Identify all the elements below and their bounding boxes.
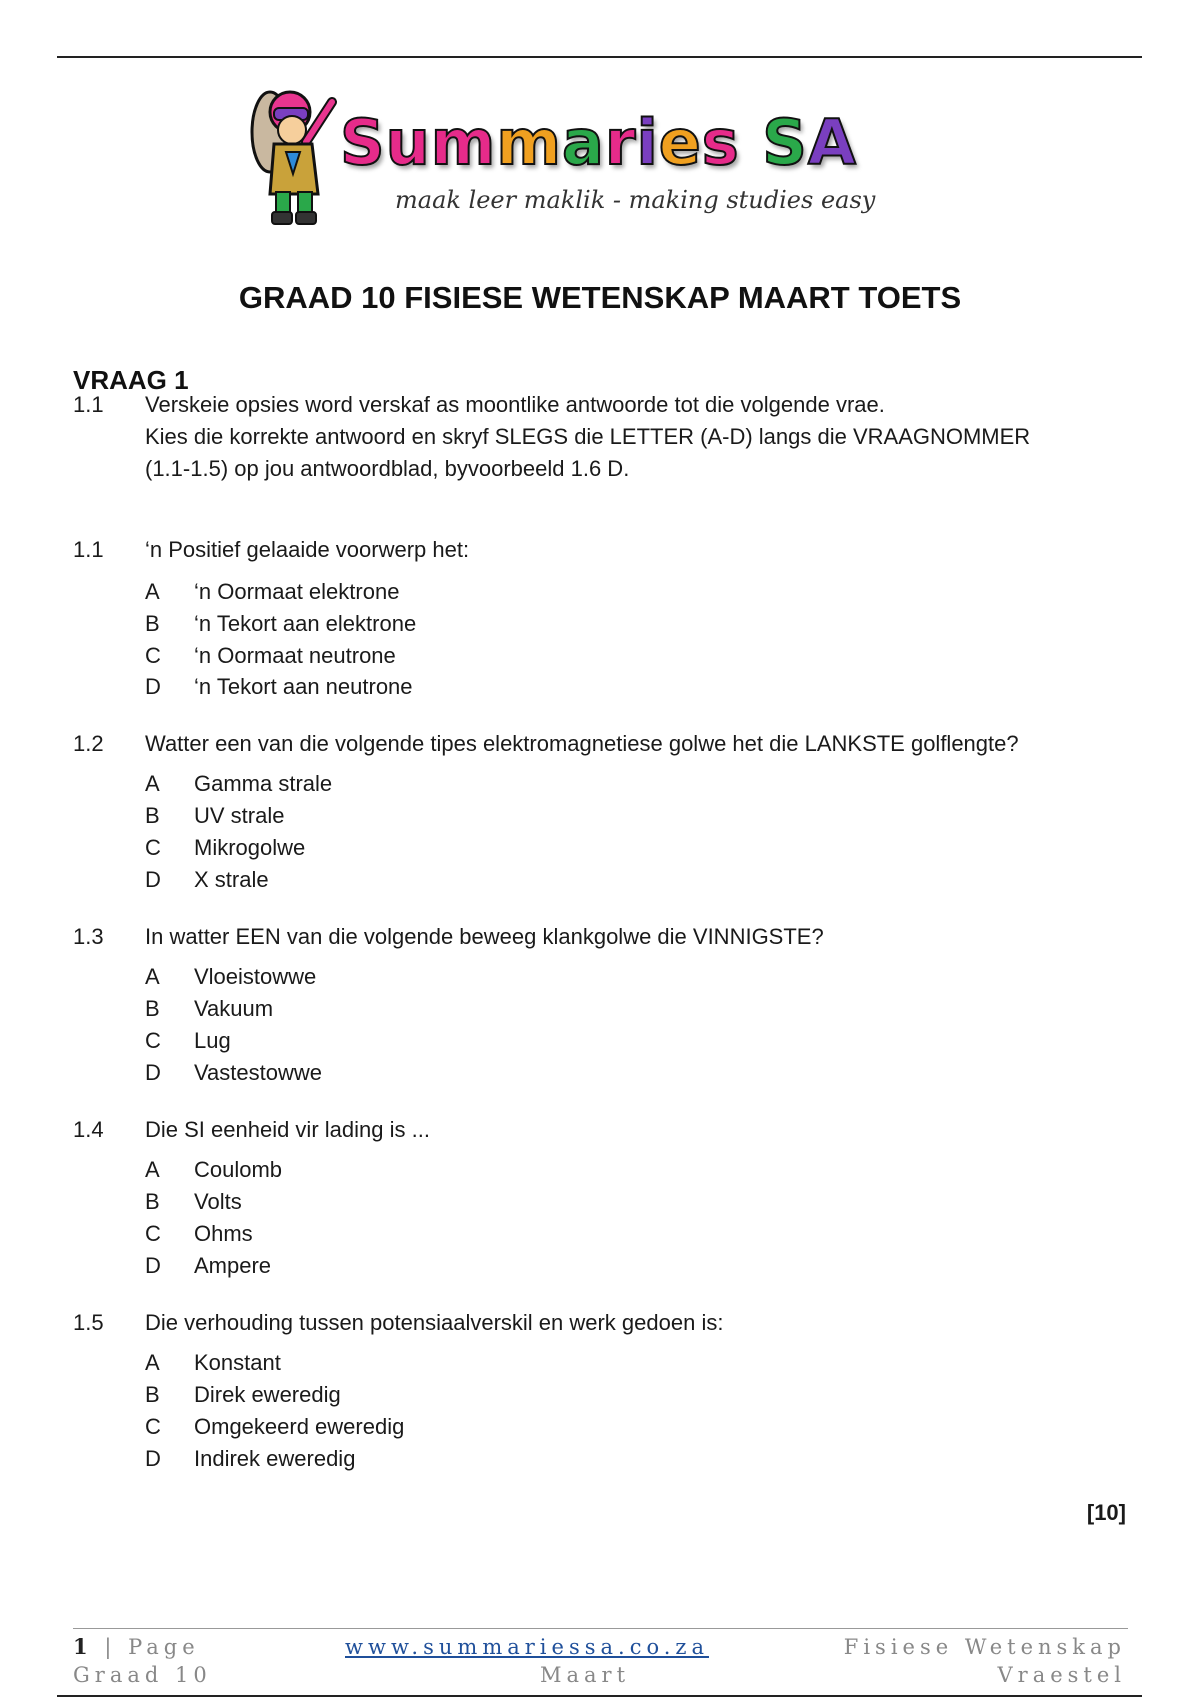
option-letter: B: [145, 996, 160, 1021]
logo-letter: S: [762, 106, 808, 179]
instruction-number: 1.1: [73, 392, 104, 417]
logo-letter: m: [496, 106, 563, 179]
option-text: Mikrogolwe: [194, 835, 306, 860]
page-title: GRAAD 10 FISIESE WETENSKAP MAART TOETS: [238, 280, 962, 315]
option-text: Indirek eweredig: [194, 1446, 356, 1471]
logo-letter: s: [701, 106, 740, 179]
option-text: Omgekeerd eweredig: [194, 1414, 405, 1439]
logo-wordmark: [340, 106, 857, 179]
footer-paper: Vraestel: [997, 1663, 1126, 1687]
option-letter: B: [145, 611, 160, 636]
option-letter: A: [145, 964, 160, 989]
option-letter: B: [145, 803, 160, 828]
option-text: Vloeistowwe: [194, 964, 317, 989]
option-letter: A: [145, 1350, 160, 1375]
total-marks: [10]: [1086, 1500, 1126, 1525]
question-text: ‘n Positief gelaaide voorwerp het:: [145, 537, 470, 562]
option-text: ‘n Tekort aan elektrone: [194, 611, 417, 636]
question-number: 1.1: [73, 537, 104, 562]
question-text: Watter een van die volgende tipes elektromagnetiese golwe het die LANKSTE golflengte?: [145, 731, 1019, 756]
footer-grade: Graad 10: [73, 1663, 212, 1687]
option-text: ‘n Oormaat neutrone: [194, 643, 396, 668]
option-text: Vastestowwe: [194, 1060, 322, 1085]
option-text: UV strale: [194, 803, 285, 828]
logo-tagline: maak leer maklik - making studies easy: [395, 186, 876, 214]
section-heading: VRAAG 1: [73, 365, 189, 395]
option-letter: B: [145, 1189, 160, 1214]
option-letter: C: [145, 835, 161, 860]
option-text: ‘n Tekort aan neutrone: [194, 674, 413, 699]
option-letter: D: [145, 1446, 161, 1471]
footer-subject: Fisiese Wetenskap: [843, 1635, 1126, 1659]
footer-month: Maart: [539, 1663, 631, 1687]
option-letter: C: [145, 1414, 161, 1439]
logo-letter: A: [807, 106, 857, 179]
option-text: Gamma strale: [194, 771, 333, 796]
logo-letter: [740, 112, 763, 174]
logo-letter: r: [604, 106, 637, 179]
option-letter: B: [145, 1382, 160, 1407]
logo-letter: i: [636, 106, 659, 179]
question-number: 1.3: [73, 924, 104, 949]
option-letter: C: [145, 1028, 161, 1053]
bottom-rule: [57, 1695, 1142, 1697]
option-text: Ampere: [194, 1253, 272, 1278]
summaries-sa-logo: [240, 82, 960, 232]
option-text: Konstant: [194, 1350, 281, 1375]
option-letter: D: [145, 1253, 161, 1278]
question-number: 1.5: [73, 1310, 104, 1335]
option-text: Direk eweredig: [194, 1382, 341, 1407]
mascot-icon: [240, 82, 350, 232]
option-letter: C: [145, 1221, 161, 1246]
footer-rule: [73, 1628, 1128, 1629]
option-text: Lug: [194, 1028, 231, 1053]
option-text: ‘n Oormaat elektrone: [194, 579, 400, 604]
logo-letter: a: [562, 106, 605, 179]
option-text: Coulomb: [194, 1157, 283, 1182]
option-text: X strale: [194, 867, 269, 892]
footer-page: [73, 1633, 200, 1661]
option-letter: A: [145, 579, 160, 604]
logo-letter: S: [340, 106, 386, 179]
logo-letter: m: [430, 106, 497, 179]
instruction-line: (1.1-1.5) op jou antwoordblad, byvoorbeeld 1.6 D.: [145, 456, 630, 481]
website-link[interactable]: www.summariessa.co.za: [345, 1635, 709, 1659]
logo-letter: e: [658, 106, 702, 179]
option-letter: D: [145, 674, 161, 699]
question-text: Die verhouding tussen potensiaalverskil en werk gedoen is:: [145, 1310, 724, 1335]
option-letter: D: [145, 867, 161, 892]
question-text: Die SI eenheid vir lading is ...: [145, 1117, 430, 1142]
page-number: 1: [73, 1634, 93, 1659]
question-number: 1.4: [73, 1117, 104, 1142]
instruction-line: Kies die korrekte antwoord en skryf SLEGS die LETTER (A-D) langs die VRAAGNOMMER: [145, 424, 1031, 449]
top-rule: [57, 56, 1142, 58]
option-letter: D: [145, 1060, 161, 1085]
instruction-line: Verskeie opsies word verskaf as moontlike antwoorde tot die volgende vrae.: [145, 392, 885, 417]
option-letter: A: [145, 771, 160, 796]
option-text: Volts: [194, 1189, 242, 1214]
question-number: 1.2: [73, 731, 104, 756]
page-label: | Page: [104, 1635, 200, 1659]
option-letter: A: [145, 1157, 160, 1182]
option-letter: C: [145, 643, 161, 668]
option-text: Ohms: [194, 1221, 253, 1246]
logo-letter: u: [385, 106, 431, 179]
option-text: Vakuum: [194, 996, 274, 1021]
question-text: In watter EEN van die volgende beweeg klankgolwe die VINNIGSTE?: [145, 924, 824, 949]
